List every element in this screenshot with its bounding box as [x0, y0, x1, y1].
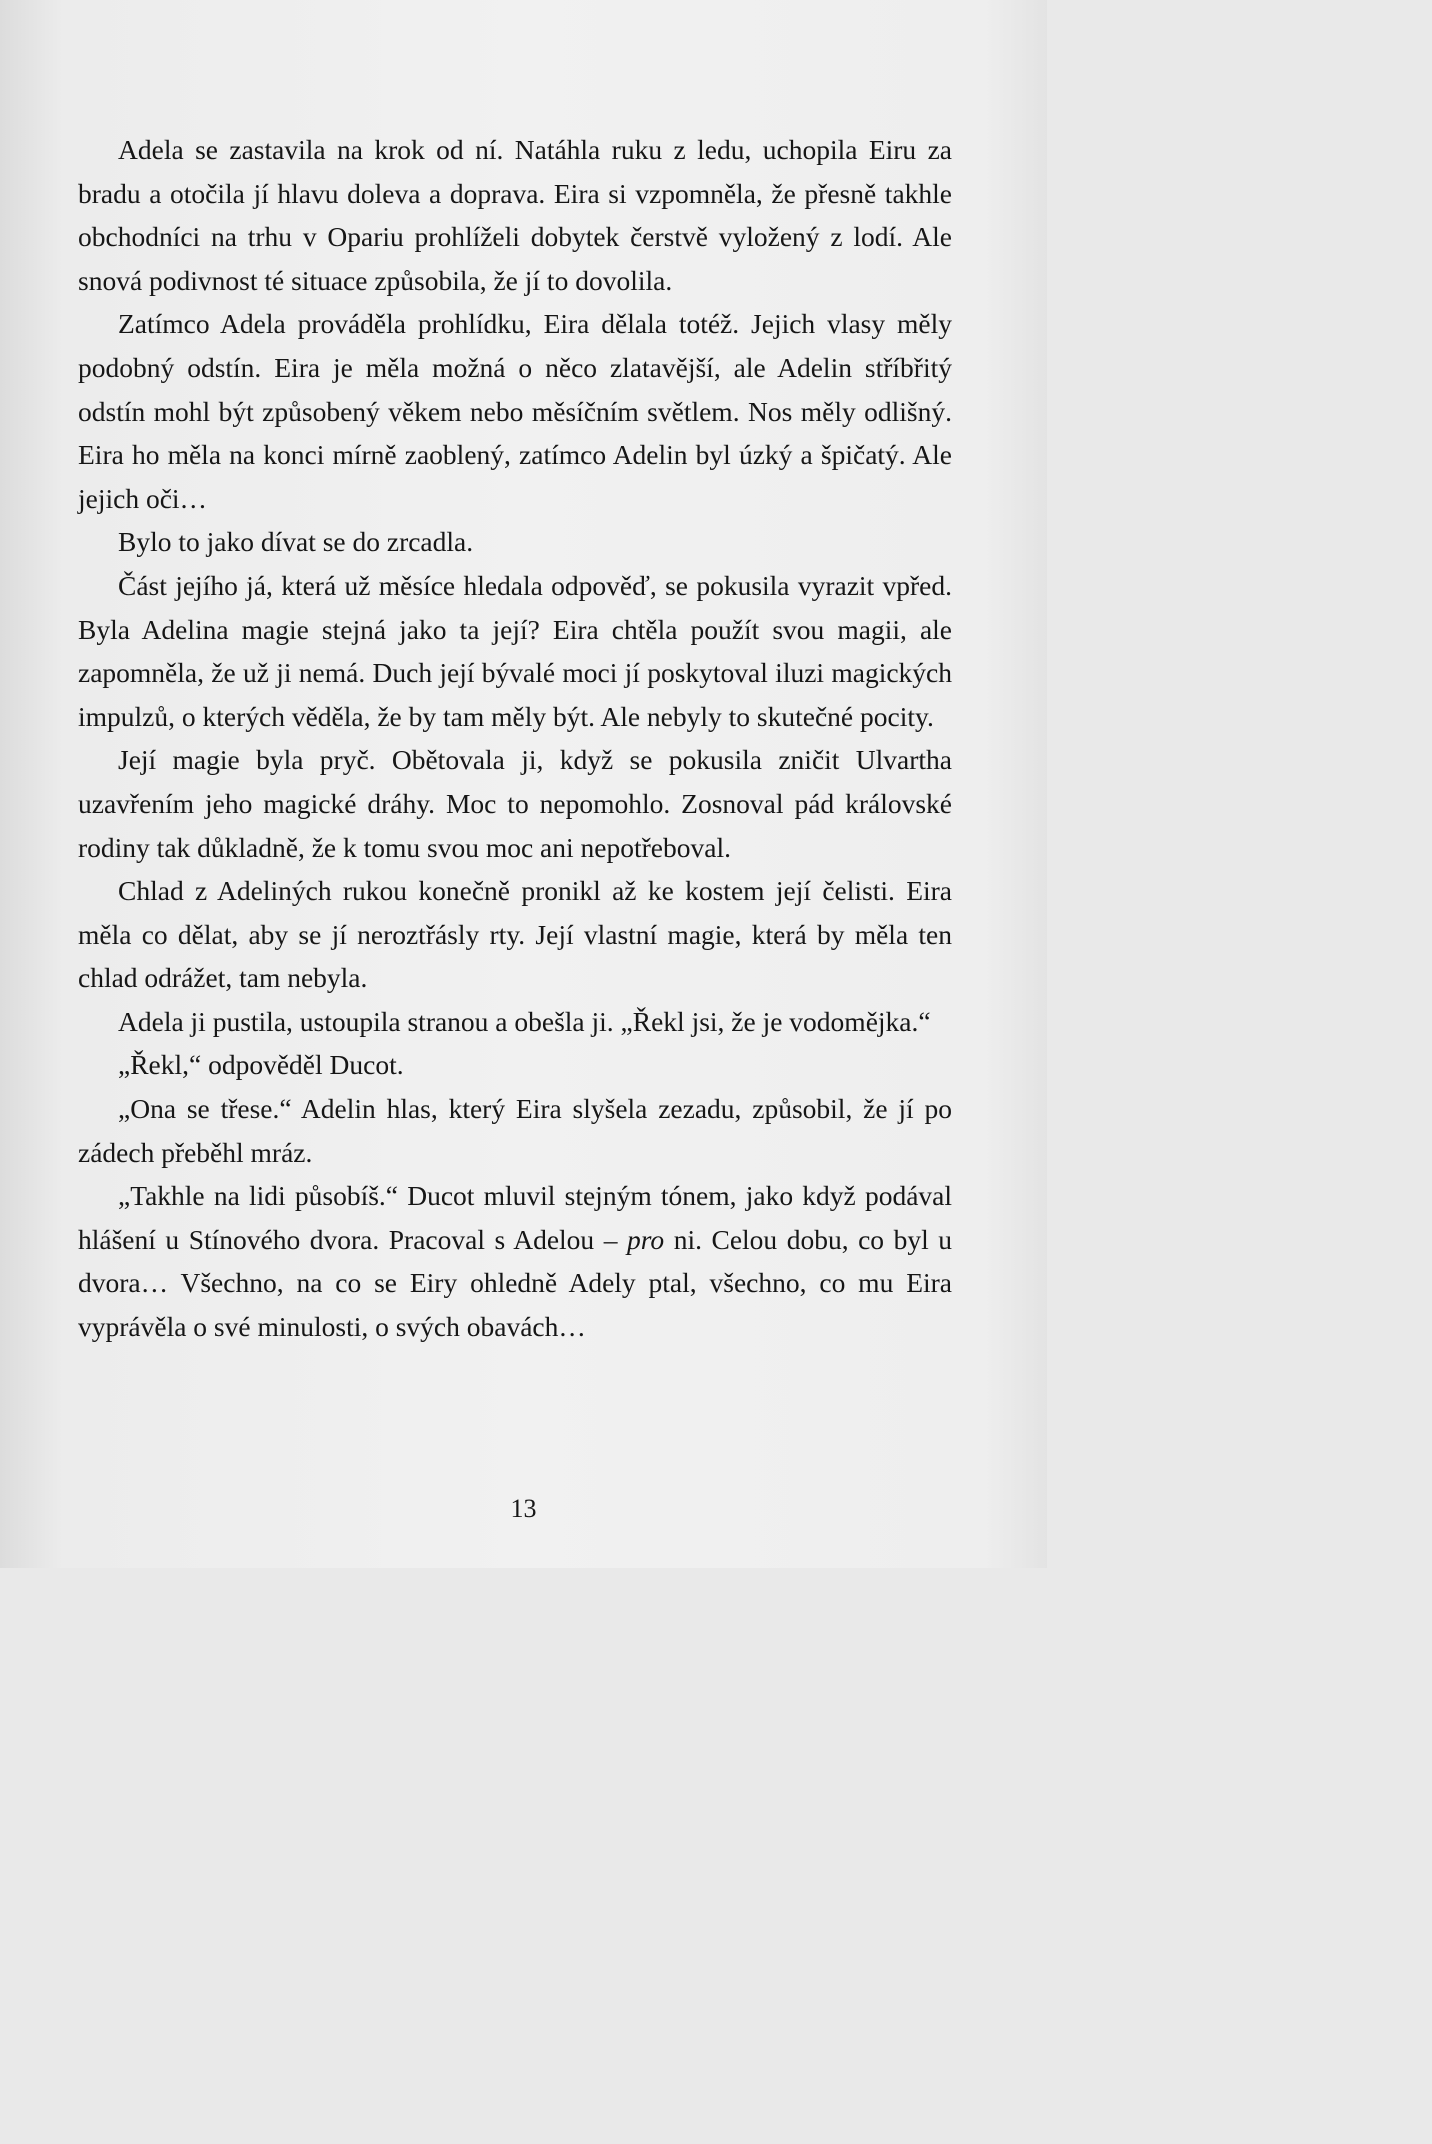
- paragraph: Bylo to jako dívat se do zrcadla.: [118, 526, 474, 558]
- paragraph: Adela se zastavila na krok od ní. Natáhla ruku z ledu, uchopila Eiru za bradu a otočila jí hlavu doleva a doprava. Eira si vzpomněla, že přesně takhle obchodníci na trhu v Opariu prohlíželi dobytek čerstvě vyložený z lodí. Ale snová podivnost té situace způsobila, že jí to dovolila.: [78, 134, 952, 296]
- paragraph: Adela ji pustila, ustoupila stranou a obešla ji. „Řekl jsi, že je vodomějka.“: [118, 1005, 931, 1037]
- paragraph: „Ona se třese.“ Adelin hlas, který Eira slyšela zezadu, způsobil, že jí po zádech přeběhl mráz.: [78, 1093, 952, 1168]
- paragraph: Chlad z Adeliných rukou konečně pronikl až ke kostem její čelisti. Eira měla co dělat, aby se jí neroztřásly rty. Její vlastní magie, která by měla ten chlad odrážet, tam nebyla.: [78, 875, 952, 994]
- text-run: „Takhle na lidi působíš.“ Ducot mluvil stejným tónem, jako když podával hlášení u Stínového dvora. Pracoval s Adelou –: [78, 1180, 952, 1255]
- paragraph: Část jejího já, která už měsíce hledala odpověď, se pokusila vyrazit vpřed. Byla Adelina magie stejná jako ta její? Eira chtěla použít svou magii, ale zapomněla, že už ji nemá. Duch její bývalé moci jí poskytoval iluzi magických impulzů, o kterých věděla, že by tam měly být. Ale nebyly to skutečné pocity.: [78, 569, 952, 732]
- paragraph: „Řekl,“ odpověděl Ducot.: [118, 1049, 404, 1081]
- paragraph: Zatímco Adela prováděla prohlídku, Eira dělala totéž. Jejich vlasy měly podobný odstín. Eira je měla možná o něco zlatavější, ale Adelin stříbřitý odstín mohl být způsobený věkem nebo měsíčním světlem. Nos měly odlišný. Eira ho měla na konci mírně zaoblený, zatímco Adelin byl úzký a špičatý. Ale jejich oči…: [78, 308, 952, 514]
- page-number: 13: [510, 1494, 537, 1523]
- body-text: [78, 128, 952, 1349]
- italic-word: pro: [626, 1223, 665, 1255]
- paragraph: Její magie byla pryč. Obětovala ji, když se pokusila zničit Ulvartha uzavřením jeho magické dráhy. Moc to nepomohlo. Zosnoval pád královské rodiny tak důkladně, že k tomu svou moc ani nepotřeboval.: [78, 744, 952, 863]
- last-paragraph: [78, 1174, 952, 1348]
- text-run: ni. Celou dobu, co byl u dvora… Všechno, na co se Eiry ohledně Adely ptal, všechno, co mu Eira vyprávěla o své minulosti, o svých obavách…: [78, 1223, 953, 1343]
